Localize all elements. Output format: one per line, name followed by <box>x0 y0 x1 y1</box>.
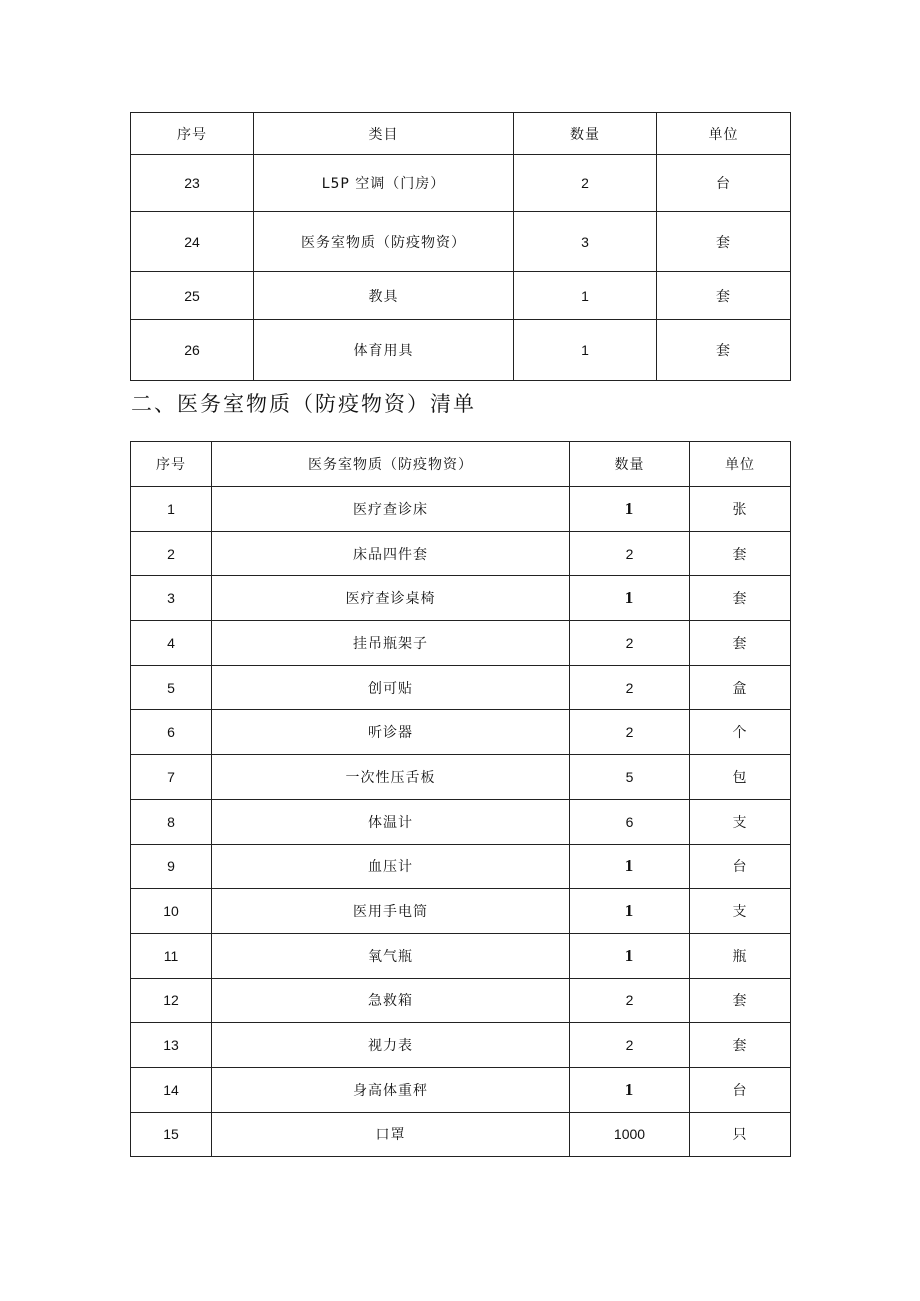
row-unit: 台 <box>657 155 791 212</box>
row-item: 医务室物质（防疫物资） <box>254 212 514 272</box>
row-item: 视力表 <box>212 1023 570 1068</box>
row-no: 24 <box>131 212 254 272</box>
table-row <box>131 978 791 1023</box>
row-no: 5 <box>131 665 212 710</box>
table-row <box>131 1023 791 1068</box>
row-qty: 1000 <box>570 1112 690 1157</box>
row-item: 医疗查诊桌椅 <box>212 576 570 621</box>
equipment-table <box>130 112 791 381</box>
row-qty: 1 <box>570 844 690 889</box>
table-row <box>131 212 791 272</box>
row-unit: 支 <box>690 889 791 934</box>
row-qty: 2 <box>570 710 690 755</box>
row-unit: 台 <box>690 1067 791 1112</box>
row-item: 听诊器 <box>212 710 570 755</box>
header-qty: 数量 <box>570 442 690 487</box>
row-item: L5P 空调（门房） <box>254 155 514 212</box>
row-unit: 张 <box>690 487 791 532</box>
row-unit: 套 <box>690 576 791 621</box>
header-unit: 单位 <box>690 442 791 487</box>
row-qty: 1 <box>570 487 690 532</box>
header-no: 序号 <box>131 442 212 487</box>
row-qty: 1 <box>570 576 690 621</box>
medical-supplies-table <box>130 441 791 1157</box>
row-item: 体温计 <box>212 799 570 844</box>
row-no: 14 <box>131 1067 212 1112</box>
table-header-row <box>131 113 791 155</box>
table-row <box>131 710 791 755</box>
table-row <box>131 755 791 800</box>
row-item: 医疗查诊床 <box>212 487 570 532</box>
table-row <box>131 487 791 532</box>
row-no: 12 <box>131 978 212 1023</box>
row-unit: 套 <box>690 531 791 576</box>
table-header-row <box>131 442 791 487</box>
row-unit: 盒 <box>690 665 791 710</box>
table-row <box>131 1112 791 1157</box>
row-no: 11 <box>131 933 212 978</box>
row-qty: 2 <box>570 978 690 1023</box>
header-item: 医务室物质（防疫物资） <box>212 442 570 487</box>
row-item: 氧气瓶 <box>212 933 570 978</box>
row-no: 25 <box>131 272 254 320</box>
row-unit: 瓶 <box>690 933 791 978</box>
row-no: 23 <box>131 155 254 212</box>
row-item: 体育用具 <box>254 320 514 381</box>
row-no: 7 <box>131 755 212 800</box>
section-heading: 二、医务室物质（防疫物资）清单 <box>131 392 476 416</box>
row-item: 一次性压舌板 <box>212 755 570 800</box>
header-qty: 数量 <box>514 113 657 155</box>
table-row <box>131 155 791 212</box>
row-unit: 台 <box>690 844 791 889</box>
table-row <box>131 320 791 381</box>
row-no: 6 <box>131 710 212 755</box>
row-item: 医用手电筒 <box>212 889 570 934</box>
table-row <box>131 844 791 889</box>
row-unit: 包 <box>690 755 791 800</box>
row-item: 挂吊瓶架子 <box>212 621 570 666</box>
row-qty: 5 <box>570 755 690 800</box>
row-unit: 套 <box>690 621 791 666</box>
table-row <box>131 272 791 320</box>
row-qty: 1 <box>514 320 657 381</box>
row-item: 口罩 <box>212 1112 570 1157</box>
table-row <box>131 621 791 666</box>
row-qty: 6 <box>570 799 690 844</box>
row-item: 创可贴 <box>212 665 570 710</box>
row-qty: 2 <box>570 531 690 576</box>
row-no: 2 <box>131 531 212 576</box>
row-item: 血压计 <box>212 844 570 889</box>
row-no: 3 <box>131 576 212 621</box>
row-unit: 套 <box>690 1023 791 1068</box>
row-no: 15 <box>131 1112 212 1157</box>
row-item: 身高体重秤 <box>212 1067 570 1112</box>
row-unit: 只 <box>690 1112 791 1157</box>
row-no: 26 <box>131 320 254 381</box>
row-unit: 套 <box>657 272 791 320</box>
row-item: 急救箱 <box>212 978 570 1023</box>
row-qty: 1 <box>570 889 690 934</box>
table-row <box>131 933 791 978</box>
row-no: 9 <box>131 844 212 889</box>
table-row <box>131 531 791 576</box>
row-qty: 2 <box>570 1023 690 1068</box>
row-no: 10 <box>131 889 212 934</box>
row-item: 教具 <box>254 272 514 320</box>
header-item: 类目 <box>254 113 514 155</box>
table-row <box>131 799 791 844</box>
row-no: 4 <box>131 621 212 666</box>
row-qty: 3 <box>514 212 657 272</box>
row-qty: 2 <box>514 155 657 212</box>
header-no: 序号 <box>131 113 254 155</box>
table-row <box>131 1067 791 1112</box>
row-unit: 套 <box>657 212 791 272</box>
table-row <box>131 889 791 934</box>
row-unit: 支 <box>690 799 791 844</box>
row-unit: 套 <box>690 978 791 1023</box>
table-row <box>131 576 791 621</box>
row-qty: 2 <box>570 621 690 666</box>
row-no: 8 <box>131 799 212 844</box>
row-no: 1 <box>131 487 212 532</box>
row-qty: 2 <box>570 665 690 710</box>
row-unit: 套 <box>657 320 791 381</box>
header-unit: 单位 <box>657 113 791 155</box>
table-row <box>131 665 791 710</box>
row-qty: 1 <box>570 933 690 978</box>
row-item: 床品四件套 <box>212 531 570 576</box>
row-qty: 1 <box>514 272 657 320</box>
row-no: 13 <box>131 1023 212 1068</box>
row-qty: 1 <box>570 1067 690 1112</box>
row-unit: 个 <box>690 710 791 755</box>
